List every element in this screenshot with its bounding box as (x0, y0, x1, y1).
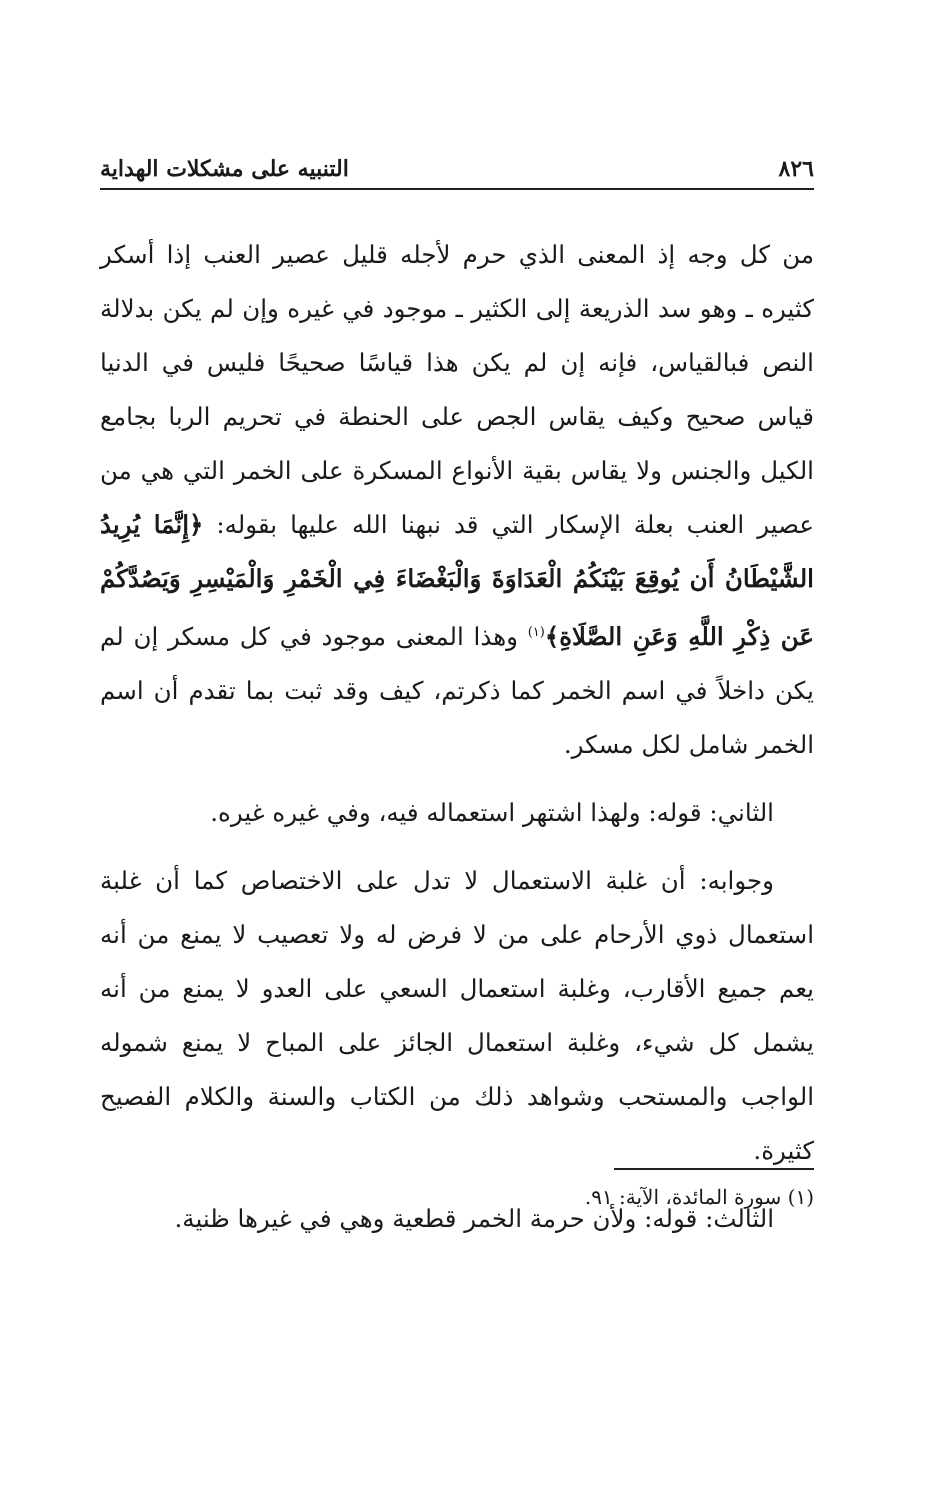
running-header (100, 146, 814, 182)
paragraph-1 (100, 228, 814, 772)
main-text (100, 228, 814, 1246)
paragraph-4: الثالث: قوله: ولأن حرمة الخمر قطعية وهي في غيرها ظنية. (174, 1204, 774, 1234)
book-title: التنبيه على مشكلات الهداية (100, 156, 349, 182)
paragraph-1-text-a: من كل وجه إذ المعنى الذي حرم لأجله قليل عصير العنب إذا أسكر كثيره ـ وهو سد الذريعة إلى الكثير ـ موجود في غيره وإن لم يكن بدلالة النص فبالقياس، فإنه إن لم يكن هذا قياسًا صحيحًا فليس في الدنيا قياس صحيح وكيف يقاس الجص على الحنطة في تحريم الربا بجامع الكيل والجنس ولا يقاس بقية الأنواع المسكرة على الخمر التي هي من عصير العنب بعلة الإسكار التي قد نبهنا الله عليها بقوله: (100, 240, 815, 539)
footnote-rule (614, 1168, 814, 1170)
paragraph-2: الثاني: قوله: ولهذا اشتهر استعماله فيه، وفي غيره غيره. (210, 798, 774, 828)
footnote: (١) سورة المائدة، الآية: ٩١. (584, 1185, 814, 1209)
paragraph-1-text-b: وهذا المعنى موجود في كل مسكر إن لم يكن داخلاً في اسم الخمر كما ذكرتم، كيف وقد ثبت بما تقدم أن اسم الخمر شامل لكل مسكر. (100, 622, 814, 760)
header-rule (100, 188, 814, 190)
quran-verse: ﴿إِنَّمَا يُرِيدُ الشَّيْطَانُ أَن يُوقِعَ بَيْنَكُمُ الْعَدَاوَةَ وَالْبَغْضَاءَ فِي الْخَمْرِ وَالْمَيْسِرِ وَيَصُدَّكُمْ عَن ذِكْرِ اللَّهِ وَعَنِ الصَّلَاةِ﴾ (100, 510, 814, 652)
page-number: ٨٢٦ (778, 156, 814, 182)
paragraph-3: وجوابه: أن غلبة الاستعمال لا تدل على الاختصاص كما أن غلبة استعمال ذوي الأرحام على من لا فرض له ولا تعصيب لا يمنع من أنه يعم جميع الأقارب، وغلبة استعمال السعي على العدو لا يمنع من أنه يشمل كل شيء، وغلبة استعمال الجائز على المباح لا يمنع شموله الواجب والمستحب وشواهد ذلك من الكتاب والسنة والكلام الفصيح كثيرة. (100, 866, 814, 1166)
footnote-reference: (١) (527, 625, 545, 640)
